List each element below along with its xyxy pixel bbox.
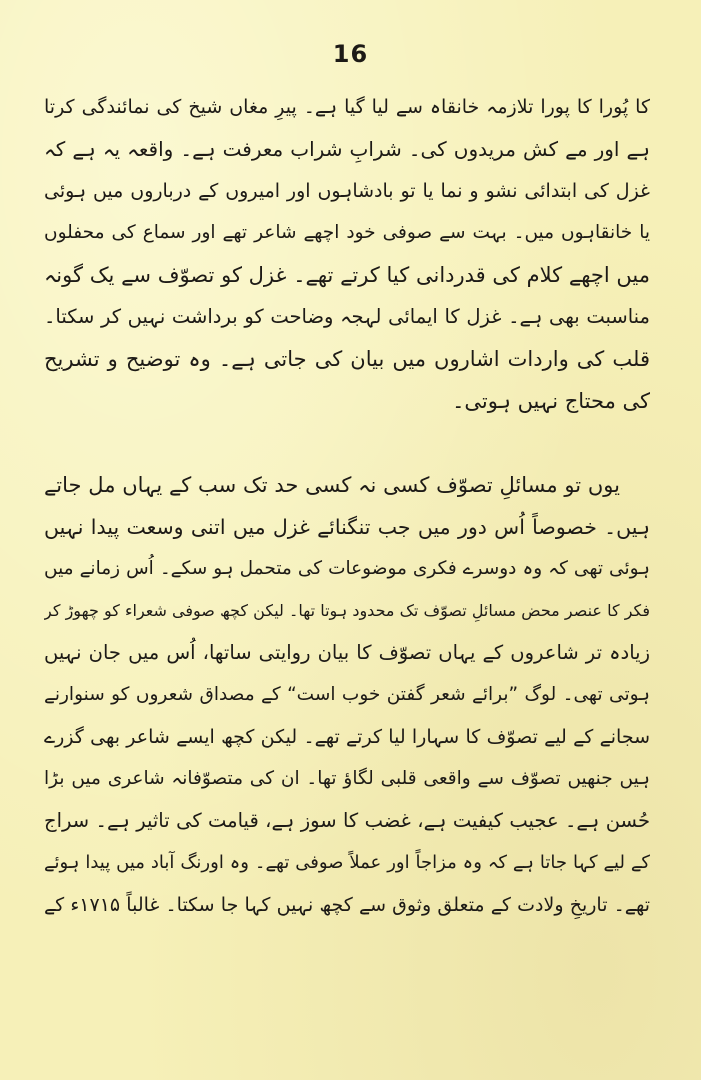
text-line: یا خانقاہوں میں۔ بہت سے صوفی خود اچھے شاعر تھے اور سماع کی محفلوں: [44, 222, 650, 243]
text-line: کا پُورا کا پورا تلازمہ خانقاہ سے لیا گیا ہے۔ پیرِ مغاں شیخ کی نمائندگی کرتا: [44, 96, 650, 118]
text-line: ہوئی تھی کہ وہ دوسرے فکری موضوعات کی متحمل ہو سکے۔ اُس زمانے میں: [44, 558, 650, 579]
text-line: حُسن ہے۔ عجیب کیفیت ہے، غضب کا سوز ہے، قیامت کی تاثیر ہے۔ سراج: [44, 809, 650, 832]
text-line: کے لیے کہا جاتا ہے کہ وہ مزاجاً اور عملاً صوفی تھے۔ وہ اورنگ آباد میں پیدا ہوئے: [44, 852, 650, 873]
paragraph-gap: [44, 422, 650, 464]
page-number: 16: [332, 40, 369, 68]
text-line: فکر کا عنصر محض مسائلِ تصوّف تک محدود ہوتا تھا۔ لیکن کچھ صوفی شعراء کو چھوڑ کر: [44, 601, 650, 620]
text-line: قلب کی واردات اشاروں میں بیان کی جاتی ہے۔ وہ توضیح و تشریح: [44, 347, 650, 371]
text-line: ہے اور مے کش مریدوں کی۔ شرابِ شراب معرفت ہے۔ واقعہ یہ ہے کہ: [44, 137, 650, 161]
text-line: میں اچھے کلام کی قدردانی کیا کرتے تھے۔ غزل کو تصوّف سے یک گونہ: [44, 263, 650, 287]
text-line: مناسبت بھی ہے۔ غزل کا ایمائی لہجہ وضاحت کو برداشت نہیں کر سکتا۔: [44, 305, 650, 328]
text-line: ہیں جنھیں تصوّف سے واقعی قلبی لگاؤ تھا۔ ان کی متصوّفانہ شاعری میں بڑا: [44, 768, 650, 789]
text-line: زیادہ تر شاعروں کے یہاں تصوّف کا بیان روایتی ساتھا، اُس میں جان نہیں: [44, 641, 650, 664]
body-text: [44, 86, 650, 926]
text-line: ہیں۔ خصوصاً اُس دور میں جب تنگنائے غزل میں اتنی وسعت پیدا نہیں: [44, 515, 650, 539]
text-line: ہوتی تھی۔ لوگ ”برائے شعر گفتن خوب است“ کے مصداق شعروں کو سنوارنے: [44, 684, 650, 705]
text-line: سجانے کے لیے تصوّف کا سہارا لیا کرتے تھے۔ لیکن کچھ ایسے شاعر بھی گزرے: [44, 726, 650, 748]
text-line: یوں تو مسائلِ تصوّف کسی نہ کسی حد تک سب کے یہاں مل جاتے: [44, 473, 620, 497]
paragraph-1: [44, 86, 650, 422]
paragraph-2: [44, 464, 650, 926]
text-line: غزل کی ابتدائی نشو و نما یا تو بادشاہوں اور امیروں کے درباروں میں ہوئی: [44, 180, 650, 202]
text-line: کی محتاج نہیں ہوتی۔: [452, 389, 650, 413]
text-line: تھے۔ تاریخِ ولادت کے متعلق وثوق سے کچھ نہیں کہا جا سکتا۔ غالباً ۱۷۱۵ء کے: [44, 894, 650, 916]
